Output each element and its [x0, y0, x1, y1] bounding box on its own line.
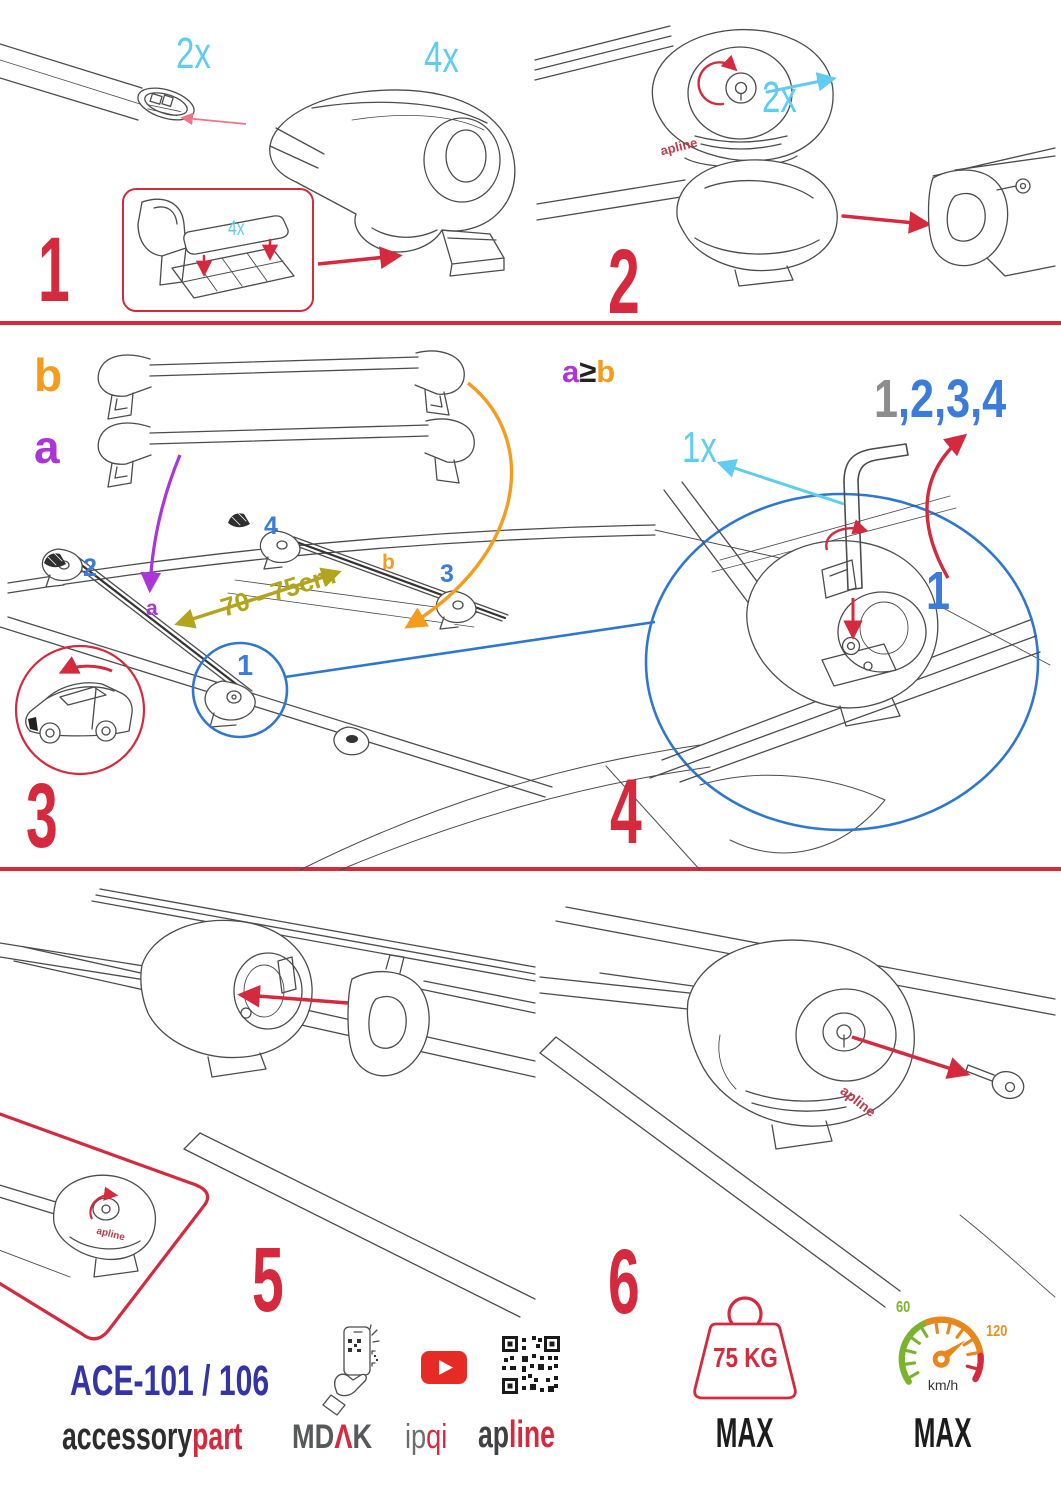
max-speed-label: MAX — [914, 1409, 972, 1456]
apline-brand-on-foot: apline — [658, 134, 699, 159]
bar-b-label: b — [34, 349, 63, 401]
ipqi-qi: qi — [426, 1418, 448, 1456]
condition-label — [562, 356, 615, 387]
key-quantity-label: 1x — [682, 423, 717, 472]
youtube-icon — [421, 1351, 467, 1384]
roof-a-label: a — [146, 597, 158, 620]
step6-number: 6 — [608, 1231, 640, 1333]
apline-brand-on-foot-2: apline — [837, 1082, 880, 1120]
foot-quantity-label: 4x — [424, 33, 459, 82]
bar-spacing-measurement: 70 - 75cm — [216, 559, 340, 623]
mdak-md: MD — [292, 1418, 335, 1456]
accessorypart-black: accessory — [62, 1416, 193, 1458]
speed-unit-label: km/h — [927, 1377, 959, 1393]
bar-a-label: a — [34, 421, 60, 473]
ipqi-ip: ip — [405, 1418, 427, 1456]
qr-scan-phone-icon — [331, 1325, 379, 1413]
tighten-sequence-label — [874, 369, 1039, 429]
roof-position-4: 4 — [264, 512, 278, 540]
speed-120-label: 120 — [986, 1323, 1008, 1340]
sequence-first: 1 — [874, 369, 899, 429]
condition-operator: ≥ — [579, 354, 597, 389]
product-code: ACE-101 / 106 — [70, 1357, 270, 1405]
apline-ap: ap — [478, 1414, 510, 1456]
max-load-value: 75 KG — [712, 1342, 778, 1373]
rubber-pad-drawing — [124, 190, 308, 306]
condition-b: b — [596, 354, 616, 389]
apline-logo — [478, 1416, 588, 1454]
roof-position-1: 1 — [237, 650, 254, 682]
step1-number: 1 — [38, 219, 70, 321]
max-load-label: MAX — [716, 1409, 774, 1456]
accessorypart-logo — [62, 1418, 320, 1456]
step4-number: 4 — [610, 761, 642, 863]
bar-quantity-label: 2x — [176, 29, 211, 78]
condition-a: a — [562, 354, 580, 389]
apline-brand-on-foot-inset: apline — [95, 1225, 126, 1244]
zoom-position-1-label: 1 — [926, 561, 951, 621]
accessorypart-red: part — [192, 1416, 243, 1458]
sequence-rest: ,2,3,4 — [898, 369, 1007, 429]
speed-60-label: 60 — [896, 1299, 911, 1316]
step3-number: 3 — [26, 765, 58, 867]
step4-zoom-drawing — [600, 430, 1061, 870]
mdak-lambda: Λ — [334, 1418, 353, 1456]
roof-position-2: 2 — [83, 554, 97, 582]
roof-position-3: 3 — [440, 560, 454, 588]
mdak-logo — [292, 1420, 392, 1454]
mdak-k: K — [352, 1418, 373, 1456]
roof-b-label: b — [382, 551, 395, 574]
apline-line: line — [509, 1414, 555, 1456]
step2-number: 2 — [608, 231, 640, 333]
pad-quantity-label: 4x — [228, 217, 245, 240]
step5-number: 5 — [252, 1229, 284, 1331]
qr-code-icon — [502, 1336, 560, 1394]
ipqi-logo — [405, 1420, 458, 1454]
lock-quantity-label: 2x — [762, 73, 797, 122]
